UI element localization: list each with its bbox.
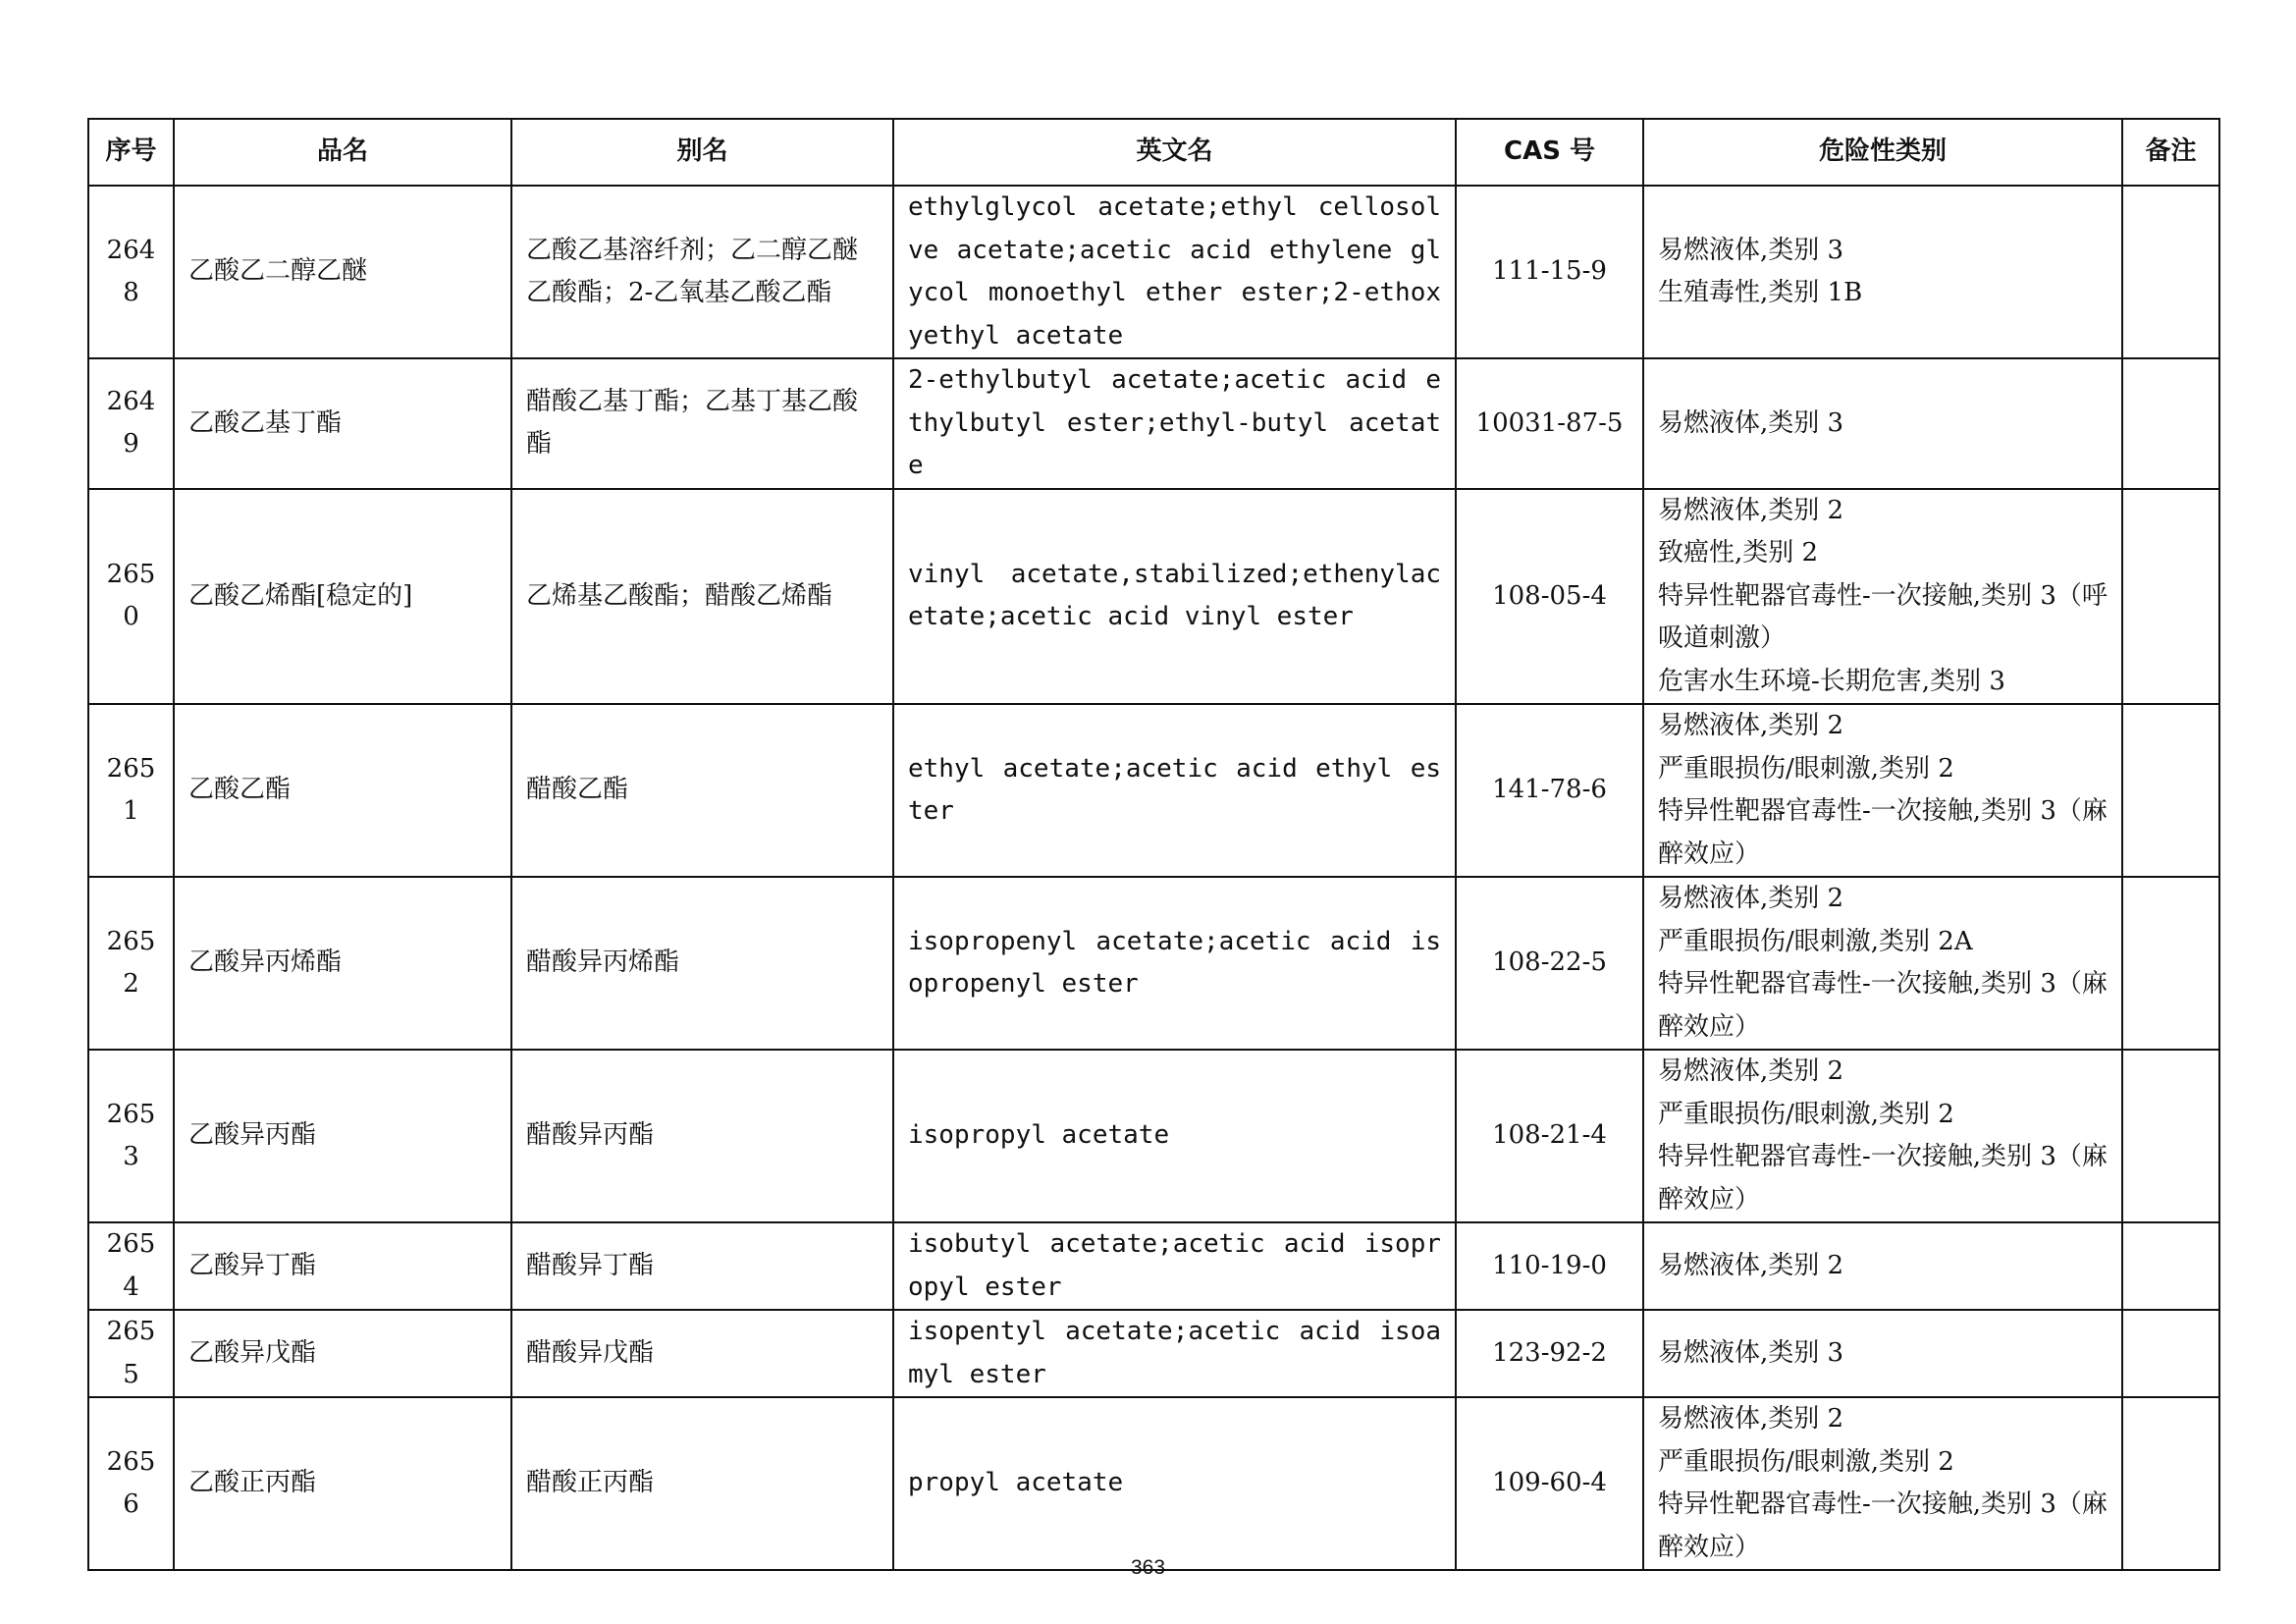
cell-hazard-category xyxy=(1643,1050,2122,1222)
cell-serial-number: 2655 xyxy=(88,1310,174,1397)
cell-remarks xyxy=(2122,489,2219,705)
cell-remarks xyxy=(2122,1050,2219,1222)
hazard-line: 易燃液体,类别 2 xyxy=(1658,711,1844,740)
hazard-line: 致癌性,类别 2 xyxy=(1658,538,1819,568)
cell-cas-number: 110-19-0 xyxy=(1456,1222,1643,1310)
cell-alias: 醋酸乙基丁酯；乙基丁基乙酸酯 xyxy=(511,358,893,489)
cell-english-name: isopropyl acetate xyxy=(893,1050,1456,1222)
hazard-line: 严重眼损伤/眼刺激,类别 2 xyxy=(1658,1446,1954,1477)
hazard-line: 特异性靶器官毒性-一次接触,类别 3（麻醉效应） xyxy=(1658,1142,2108,1215)
cell-alias: 乙烯基乙酸酯；醋酸乙烯酯 xyxy=(511,489,893,705)
cell-english-name: ethylglycol acetate;ethyl cellosolve acetate;acetic acid ethylene glycol monoethyl ether ester;2-ethoxyethyl acetate xyxy=(893,186,1456,358)
cell-alias: 醋酸乙酯 xyxy=(511,704,893,877)
hazard-line: 特异性靶器官毒性-一次接触,类别 3（麻醉效应） xyxy=(1658,969,2108,1042)
cell-cas-number: 109-60-4 xyxy=(1456,1397,1643,1570)
cell-hazard-category xyxy=(1643,1397,2122,1570)
cell-english-name: ethyl acetate;acetic acid ethyl ester xyxy=(893,704,1456,877)
table-row xyxy=(88,186,2219,358)
cell-product-name: 乙酸乙烯酯[稳定的] xyxy=(174,489,511,705)
table-row xyxy=(88,704,2219,877)
cell-english-name: isobutyl acetate;acetic acid isopropyl ester xyxy=(893,1222,1456,1310)
cell-serial-number: 2656 xyxy=(88,1397,174,1570)
cell-alias: 乙酸乙基溶纤剂；乙二醇乙醚乙酸酯；2-乙氧基乙酸乙酯 xyxy=(511,186,893,358)
cell-serial-number: 2653 xyxy=(88,1050,174,1222)
cell-remarks xyxy=(2122,358,2219,489)
cell-serial-number: 2651 xyxy=(88,704,174,877)
cell-english-name: isopropenyl acetate;acetic acid isopropenyl ester xyxy=(893,877,1456,1050)
cell-serial-number: 2648 xyxy=(88,186,174,358)
cell-cas-number: 141-78-6 xyxy=(1456,704,1643,877)
hazard-line: 特异性靶器官毒性-一次接触,类别 3（麻醉效应） xyxy=(1658,1489,2108,1562)
cell-serial-number: 2649 xyxy=(88,358,174,489)
hazard-line: 生殖毒性,类别 1B xyxy=(1658,278,1863,307)
cell-alias: 醋酸异丙酯 xyxy=(511,1050,893,1222)
hazard-line: 特异性靶器官毒性-一次接触,类别 3（呼吸道刺激） xyxy=(1658,580,2108,653)
header-hazard-category: 危险性类别 xyxy=(1643,119,2122,186)
cell-cas-number: 108-21-4 xyxy=(1456,1050,1643,1222)
hazard-line: 易燃液体,类别 3 xyxy=(1658,1337,1844,1368)
hazard-line: 易燃液体,类别 2 xyxy=(1658,1250,1844,1280)
cell-serial-number: 2652 xyxy=(88,877,174,1050)
cell-serial-number: 2654 xyxy=(88,1222,174,1310)
cell-alias: 醋酸异丙烯酯 xyxy=(511,877,893,1050)
table-body xyxy=(88,186,2219,1570)
cell-hazard-category xyxy=(1643,358,2122,489)
hazard-line: 危害水生环境-长期危害,类别 3 xyxy=(1658,666,2005,696)
table-row xyxy=(88,358,2219,489)
header-cas-number: CAS 号 xyxy=(1456,119,1643,186)
hazard-line: 易燃液体,类别 2 xyxy=(1658,884,1844,913)
hazardous-chemicals-table xyxy=(87,118,2220,1571)
cell-product-name: 乙酸正丙酯 xyxy=(174,1397,511,1570)
cell-product-name: 乙酸异丙烯酯 xyxy=(174,877,511,1050)
cell-alias: 醋酸异戊酯 xyxy=(511,1310,893,1397)
table-row xyxy=(88,1310,2219,1397)
hazard-line: 易燃液体,类别 2 xyxy=(1658,1056,1844,1086)
cell-product-name: 乙酸异戊酯 xyxy=(174,1310,511,1397)
cell-english-name: propyl acetate xyxy=(893,1397,1456,1570)
cell-hazard-category xyxy=(1643,704,2122,877)
table-header xyxy=(88,119,2219,186)
cell-hazard-category xyxy=(1643,1310,2122,1397)
cell-cas-number: 108-22-5 xyxy=(1456,877,1643,1050)
cell-product-name: 乙酸乙基丁酯 xyxy=(174,358,511,489)
cell-cas-number: 111-15-9 xyxy=(1456,186,1643,358)
cell-hazard-category xyxy=(1643,877,2122,1050)
header-row xyxy=(88,119,2219,186)
cell-product-name: 乙酸乙二醇乙醚 xyxy=(174,186,511,358)
cell-alias: 醋酸正丙酯 xyxy=(511,1397,893,1570)
cell-remarks xyxy=(2122,1310,2219,1397)
header-remarks: 备注 xyxy=(2122,119,2219,186)
cell-remarks xyxy=(2122,704,2219,877)
cell-english-name: vinyl acetate,stabilized;ethenylacetate;acetic acid vinyl ester xyxy=(893,489,1456,705)
cell-product-name: 乙酸异丙酯 xyxy=(174,1050,511,1222)
hazard-line: 易燃液体,类别 3 xyxy=(1658,235,1844,265)
hazard-line: 严重眼损伤/眼刺激,类别 2 xyxy=(1658,753,1954,784)
table-row xyxy=(88,489,2219,705)
cell-hazard-category xyxy=(1643,1222,2122,1310)
hazard-line: 易燃液体,类别 2 xyxy=(1658,495,1844,525)
table-row xyxy=(88,1397,2219,1570)
cell-cas-number: 108-05-4 xyxy=(1456,489,1643,705)
cell-cas-number: 123-92-2 xyxy=(1456,1310,1643,1397)
cell-remarks xyxy=(2122,1397,2219,1570)
header-serial-number: 序号 xyxy=(88,119,174,186)
hazard-line: 严重眼损伤/眼刺激,类别 2 xyxy=(1658,1099,1954,1129)
cell-english-name: isopentyl acetate;acetic acid isoamyl ester xyxy=(893,1310,1456,1397)
table-row xyxy=(88,1050,2219,1222)
header-english-name: 英文名 xyxy=(893,119,1456,186)
header-product-name: 品名 xyxy=(174,119,511,186)
cell-remarks xyxy=(2122,877,2219,1050)
hazard-line: 易燃液体,类别 3 xyxy=(1658,407,1844,438)
cell-hazard-category xyxy=(1643,489,2122,705)
cell-remarks xyxy=(2122,186,2219,358)
cell-remarks xyxy=(2122,1222,2219,1310)
hazard-line: 易燃液体,类别 2 xyxy=(1658,1404,1844,1434)
hazard-line: 特异性靶器官毒性-一次接触,类别 3（麻醉效应） xyxy=(1658,796,2108,869)
cell-serial-number: 2650 xyxy=(88,489,174,705)
page-number: 363 xyxy=(1130,1556,1166,1579)
cell-english-name: 2-ethylbutyl acetate;acetic acid ethylbutyl ester;ethyl-butyl acetate xyxy=(893,358,1456,489)
cell-alias: 醋酸异丁酯 xyxy=(511,1222,893,1310)
table-row xyxy=(88,1222,2219,1310)
cell-product-name: 乙酸乙酯 xyxy=(174,704,511,877)
cell-cas-number: 10031-87-5 xyxy=(1456,358,1643,489)
header-alias: 别名 xyxy=(511,119,893,186)
table-row xyxy=(88,877,2219,1050)
cell-hazard-category xyxy=(1643,186,2122,358)
cell-product-name: 乙酸异丁酯 xyxy=(174,1222,511,1310)
hazard-line: 严重眼损伤/眼刺激,类别 2A xyxy=(1658,926,1973,956)
